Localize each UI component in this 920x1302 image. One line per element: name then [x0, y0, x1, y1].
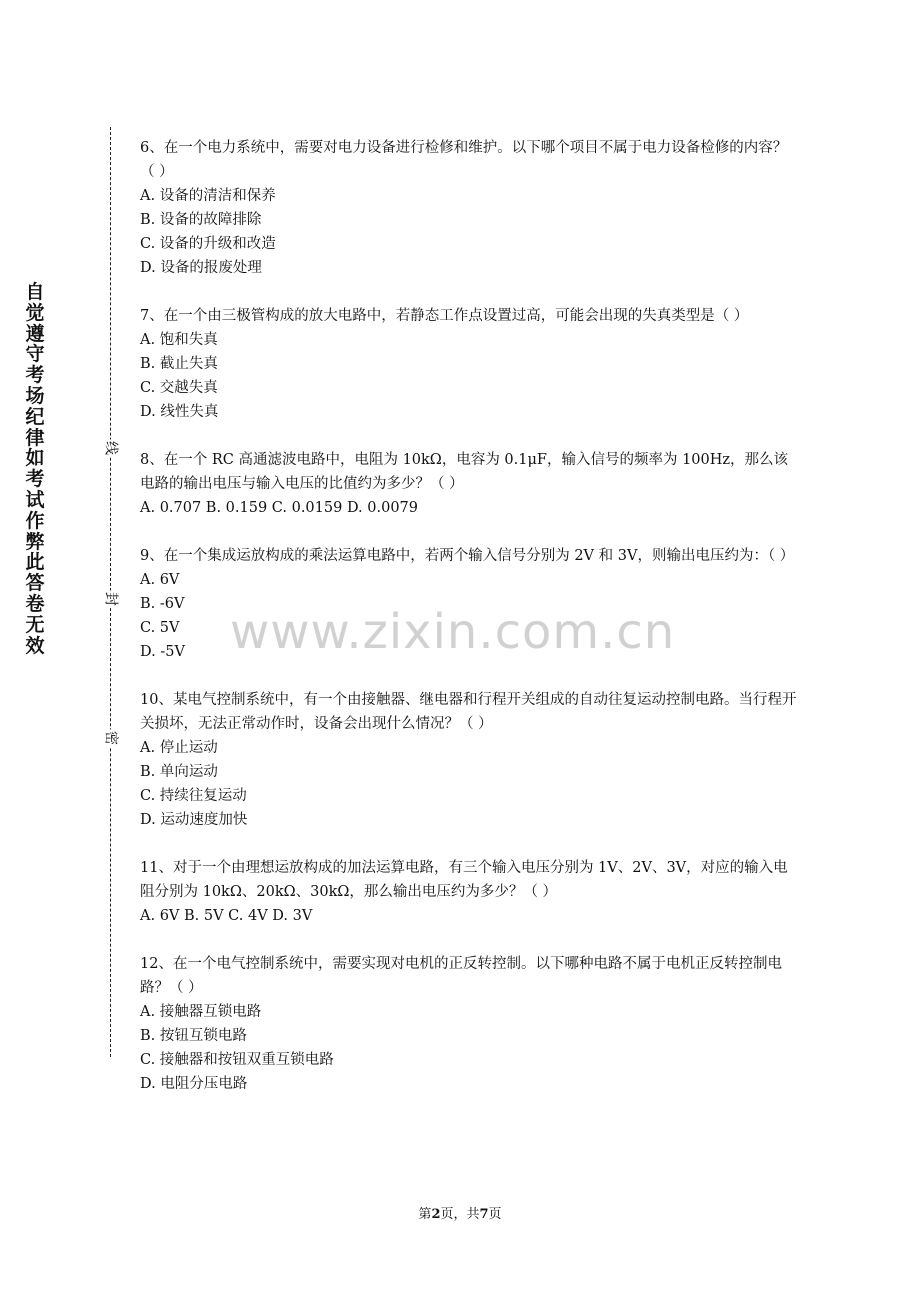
option-d: D. 电阻分压电路: [140, 1076, 248, 1092]
question-11: [140, 856, 800, 928]
question-stem: 12、在一个电气控制系统中，需要实现对电机的正反转控制。以下哪种电路不属于电机正反转控制电路？（ ）: [140, 956, 782, 996]
question-stem: 7、在一个由三极管构成的放大电路中，若静态工作点设置过高，可能会出现的失真类型是（ ）: [140, 308, 749, 324]
watermark: www.zixin.com.cn: [230, 604, 676, 660]
option-c: C. 设备的升级和改造: [140, 236, 276, 252]
option-b: B. 单向运动: [140, 764, 218, 780]
question-stem: 6、在一个电力系统中，需要对电力设备进行检修和维护。以下哪个项目不属于电力设备检修的内容？（ ）: [140, 140, 788, 180]
option-c: C. 交越失真: [140, 380, 218, 396]
inline-options: A. 6V B. 5V C. 4V D. 3V: [140, 908, 313, 924]
option-d: D. 设备的报废处理: [140, 260, 262, 276]
option-a: A. 饱和失真: [140, 332, 218, 348]
option-c: C. 接触器和按钮双重互锁电路: [140, 1052, 334, 1068]
option-b: B. 设备的故障排除: [140, 212, 262, 228]
option-d: D. -5V: [140, 644, 185, 660]
option-c: C. 持续往复运动: [140, 788, 247, 804]
option-d: D. 运动速度加快: [140, 812, 248, 828]
option-b: B. -6V: [140, 596, 185, 612]
total-page-number: 7: [479, 1207, 489, 1222]
option-a: A. 停止运动: [140, 740, 218, 756]
current-page-number: 2: [431, 1207, 441, 1222]
question-7: [140, 304, 800, 424]
question-8: [140, 448, 800, 520]
question-stem: 10、某电气控制系统中，有一个由接触器、继电器和行程开关组成的自动往复运动控制电路。当行程开关损坏，无法正常动作时，设备会出现什么情况？（ ）: [140, 692, 797, 732]
binding-mark-feng: 封: [102, 592, 119, 606]
question-stem: 8、在一个 RC 高通滤波电路中，电阻为 10kΩ，电容为 0.1μF，输入信号的频率为 100Hz，那么该电路的输出电压与输入电压的比值约为多少？（ ）: [140, 452, 789, 492]
binding-mark-mi: 密: [102, 731, 119, 745]
question-6: [140, 136, 800, 280]
option-c: C. 5V: [140, 620, 180, 636]
inline-options: A. 0.707 B. 0.159 C. 0.0159 D. 0.0079: [140, 500, 419, 516]
page-footer: [0, 1206, 920, 1224]
question-stem: 11、对于一个由理想运放构成的加法运算电路，有三个输入电压分别为 1V、2V、3V，对应的输入电阻分别为 10kΩ、20kΩ、30kΩ，那么输出电压约为多少？（ ）: [140, 860, 788, 900]
option-d: D. 线性失真: [140, 404, 219, 420]
question-10: [140, 688, 800, 832]
option-b: B. 按钮互锁电路: [140, 1028, 247, 1044]
question-stem: 9、在一个集成运放构成的乘法运算电路中，若两个输入信号分别为 2V 和 3V，则输出电压约为：（ ）: [140, 548, 795, 564]
exam-discipline-notice: 自觉遵守考场纪律如考试作弊此答卷无效: [25, 281, 45, 657]
footer-suffix: 页: [488, 1207, 502, 1222]
question-list: [140, 136, 800, 1120]
question-9: [140, 544, 800, 664]
option-a: A. 设备的清洁和保养: [140, 188, 276, 204]
option-a: A. 6V: [140, 572, 180, 588]
option-a: A. 接触器互锁电路: [140, 1004, 262, 1020]
option-b: B. 截止失真: [140, 356, 218, 372]
question-12: [140, 952, 800, 1096]
binding-mark-xian: 线: [102, 441, 119, 455]
footer-middle: 页，共: [440, 1207, 480, 1222]
footer-prefix: 第: [418, 1207, 432, 1222]
